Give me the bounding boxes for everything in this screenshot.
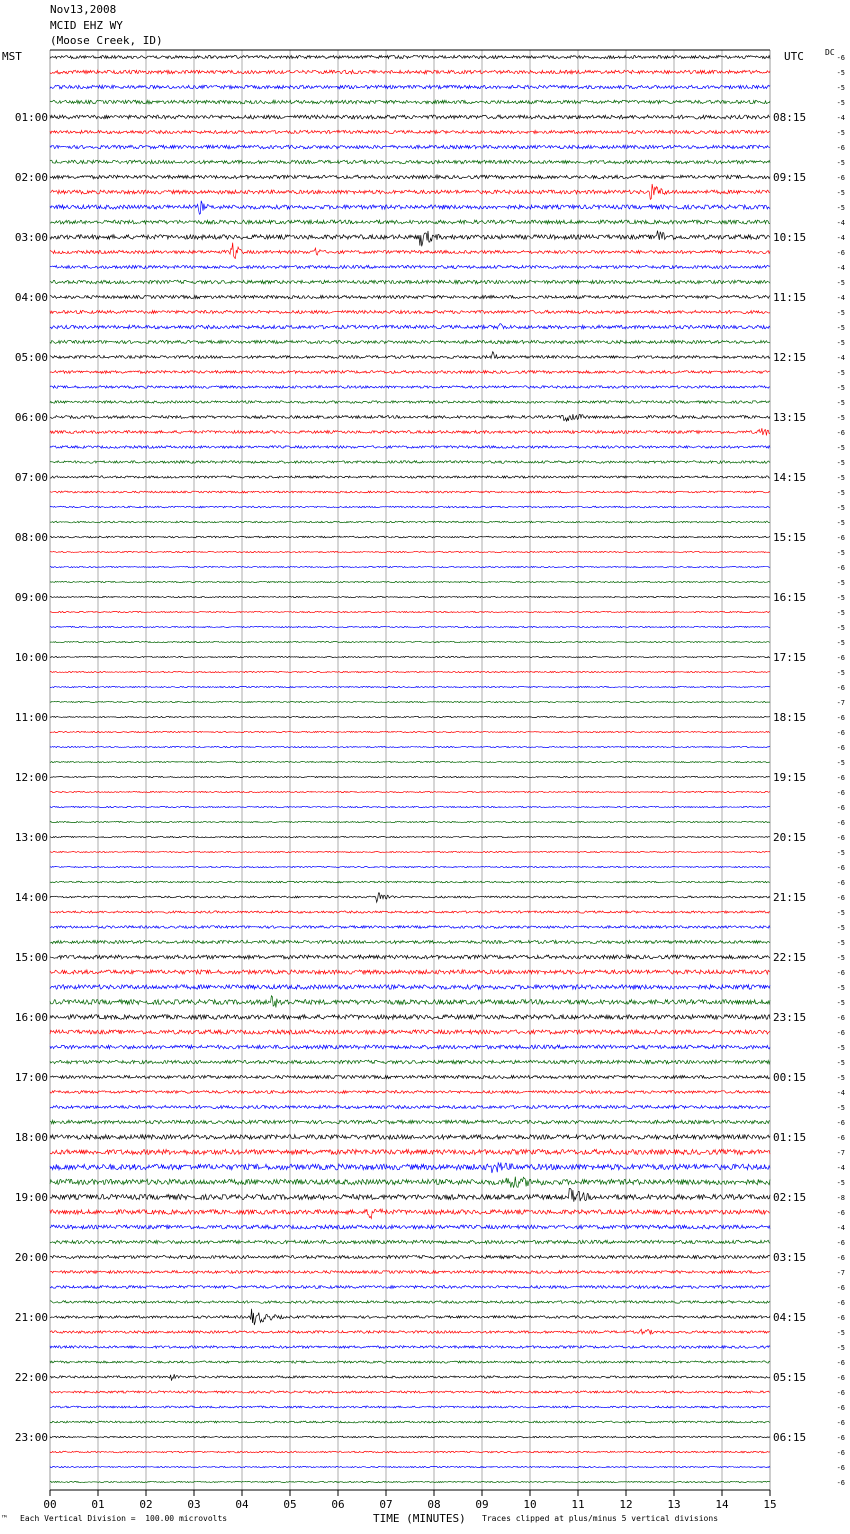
dc-offset-65: -6 [836, 1029, 845, 1037]
header-location: (Moose Creek, ID) [50, 34, 163, 47]
dc-offset-27: -5 [836, 459, 845, 467]
right-hour-label-9: 17:15 [773, 651, 807, 664]
dc-offset-66: -5 [836, 1044, 845, 1052]
left-hour-label-0: 01:00 [14, 111, 48, 124]
dc-offset-38: -5 [836, 624, 845, 632]
dc-offset-53: -5 [836, 849, 845, 857]
dc-offset-60: -5 [836, 954, 845, 962]
right-hour-label-2: 10:15 [773, 231, 807, 244]
dc-offset-87: -6 [836, 1359, 845, 1367]
dc-offset-89: -6 [836, 1389, 845, 1397]
dc-offset-48: -6 [836, 774, 845, 782]
dc-offset-56: -6 [836, 894, 845, 902]
trace-row-5 [50, 130, 770, 133]
dc-offset-59: -5 [836, 939, 845, 947]
trace-row-95 [50, 1481, 770, 1482]
dc-offset-79: -6 [836, 1239, 845, 1247]
left-hour-label-11: 12:00 [14, 771, 48, 784]
dc-offset-36: -5 [836, 594, 845, 602]
trace-row-11 [50, 220, 770, 224]
right-hour-label-15: 23:15 [773, 1011, 807, 1024]
trace-row-17 [50, 310, 770, 313]
dc-offset-22: -5 [836, 384, 845, 392]
trace-row-8 [50, 175, 770, 179]
trace-row-46 [50, 746, 770, 747]
left-hour-label-18: 19:00 [14, 1191, 48, 1204]
trace-row-61 [50, 970, 770, 974]
dc-offset-75: -5 [836, 1179, 845, 1187]
left-hour-label-16: 17:00 [14, 1071, 48, 1084]
dc-offset-44: -6 [836, 714, 845, 722]
trace-row-60 [50, 955, 770, 959]
trace-row-22 [50, 386, 770, 389]
dc-offset-25: -6 [836, 429, 845, 437]
dc-offset-77: -6 [836, 1209, 845, 1217]
trace-row-47 [50, 761, 770, 762]
trace-row-73 [50, 1149, 770, 1154]
right-hour-label-21: 05:15 [773, 1371, 807, 1384]
dc-offset-17: -5 [836, 309, 845, 317]
trace-row-4 [50, 115, 770, 119]
seismic-traces [50, 55, 770, 1482]
dc-offset-16: -4 [836, 294, 845, 302]
trace-row-44 [50, 716, 770, 717]
dc-offset-23: -5 [836, 399, 845, 407]
left-hour-label-6: 07:00 [14, 471, 48, 484]
trace-row-72 [50, 1135, 770, 1139]
trace-row-63 [50, 996, 770, 1008]
trace-row-15 [50, 280, 770, 284]
trace-row-39 [50, 641, 770, 642]
trace-row-67 [50, 1060, 770, 1064]
trace-row-40 [50, 656, 770, 657]
trace-row-34 [50, 566, 770, 567]
trace-row-36 [50, 596, 770, 597]
left-hour-label-17: 18:00 [14, 1131, 48, 1144]
right-hour-label-8: 16:15 [773, 591, 807, 604]
right-hour-label-6: 14:15 [773, 471, 807, 484]
trace-row-30 [50, 506, 770, 508]
trace-row-69 [50, 1091, 770, 1094]
trace-row-62 [50, 985, 770, 989]
dc-offset-28: -5 [836, 474, 845, 482]
dc-offset-74: -4 [836, 1164, 845, 1172]
dc-offset-68: -5 [836, 1074, 845, 1082]
x-tick-label-10: 10 [523, 1498, 537, 1511]
dc-offset-58: -5 [836, 924, 845, 932]
trace-row-26 [50, 446, 770, 449]
dc-offset-24: -5 [836, 414, 845, 422]
left-hour-label-14: 15:00 [14, 951, 48, 964]
x-tick-label-13: 13 [667, 1498, 681, 1511]
dc-offset-12: -4 [836, 234, 845, 242]
x-tick-label-07: 07 [379, 1498, 393, 1511]
trace-row-85 [50, 1329, 770, 1334]
dc-offset-92: -6 [836, 1434, 845, 1442]
x-tick-label-12: 12 [619, 1498, 633, 1511]
left-hour-label-2: 03:00 [14, 231, 48, 244]
trace-row-24 [50, 414, 770, 421]
trace-row-48 [50, 776, 770, 777]
dc-offset-81: -7 [836, 1269, 845, 1277]
trace-row-28 [50, 476, 770, 478]
right-hour-label-17: 01:15 [773, 1131, 807, 1144]
trace-row-55 [50, 881, 770, 883]
right-timezone-label: UTC [784, 50, 804, 63]
dc-offset-8: -6 [836, 174, 845, 182]
right-hour-label-19: 03:15 [773, 1251, 807, 1264]
trace-row-78 [50, 1225, 770, 1229]
trace-row-94 [50, 1466, 770, 1467]
trace-row-19 [50, 340, 770, 343]
trace-row-57 [50, 911, 770, 913]
x-tick-label-01: 01 [91, 1498, 105, 1511]
footer-mark: ™ [2, 1514, 7, 1523]
dc-offset-62: -5 [836, 984, 845, 992]
dc-offset-39: -5 [836, 639, 845, 647]
dc-offset-71: -6 [836, 1119, 845, 1127]
left-hour-label-9: 10:00 [14, 651, 48, 664]
dc-offset-80: -6 [836, 1254, 845, 1262]
x-tick-label-11: 11 [571, 1498, 585, 1511]
dc-offset-47: -5 [836, 759, 845, 767]
dc-label: DC [825, 48, 835, 57]
dc-offset-67: -5 [836, 1059, 845, 1067]
trace-row-83 [50, 1301, 770, 1304]
trace-row-1 [50, 70, 770, 74]
trace-row-49 [50, 791, 770, 792]
right-hour-label-11: 19:15 [773, 771, 807, 784]
left-hour-label-22: 23:00 [14, 1431, 48, 1444]
trace-row-79 [50, 1240, 770, 1244]
trace-row-33 [50, 551, 770, 552]
trace-row-68 [50, 1075, 770, 1078]
trace-row-76 [50, 1189, 770, 1202]
trace-row-81 [50, 1271, 770, 1274]
dc-offset-2: -5 [836, 84, 845, 92]
dc-offset-6: -6 [836, 144, 845, 152]
trace-row-80 [50, 1255, 770, 1258]
scale-note: Each Vertical Division = 100.00 microvolts [20, 1514, 228, 1523]
left-hour-label-13: 14:00 [14, 891, 48, 904]
trace-row-23 [50, 401, 770, 404]
dc-offset-29: -5 [836, 489, 845, 497]
trace-row-45 [50, 731, 770, 732]
dc-offset-91: -6 [836, 1419, 845, 1427]
trace-row-54 [50, 866, 770, 867]
left-hour-label-5: 06:00 [14, 411, 48, 424]
trace-row-20 [50, 352, 770, 359]
dc-offset-13: -6 [836, 249, 845, 257]
trace-row-7 [50, 160, 770, 164]
dc-offset-42: -6 [836, 684, 845, 692]
x-tick-label-03: 03 [187, 1498, 201, 1511]
right-hour-label-1: 09:15 [773, 171, 807, 184]
trace-row-92 [50, 1436, 770, 1438]
trace-row-37 [50, 611, 770, 612]
trace-row-0 [50, 55, 770, 58]
dc-offset-46: -6 [836, 744, 845, 752]
trace-row-27 [50, 461, 770, 464]
dc-offset-45: -6 [836, 729, 845, 737]
trace-row-32 [50, 536, 770, 538]
x-tick-label-15: 15 [763, 1498, 777, 1511]
dc-offset-0: -6 [836, 54, 845, 62]
right-hour-label-16: 00:15 [773, 1071, 807, 1084]
dc-offset-32: -6 [836, 534, 845, 542]
dc-offset-15: -5 [836, 279, 845, 287]
x-tick-label-04: 04 [235, 1498, 249, 1511]
trace-row-42 [50, 686, 770, 687]
trace-row-91 [50, 1421, 770, 1423]
trace-row-9 [50, 184, 770, 199]
trace-row-89 [50, 1391, 770, 1393]
x-tick-label-08: 08 [427, 1498, 441, 1511]
trace-row-93 [50, 1451, 770, 1453]
x-tick-label-02: 02 [139, 1498, 153, 1511]
trace-row-12 [50, 231, 770, 247]
dc-offset-90: -6 [836, 1404, 845, 1412]
trace-row-75 [50, 1177, 770, 1188]
trace-row-90 [50, 1406, 770, 1408]
left-hour-label-10: 11:00 [14, 711, 48, 724]
right-hour-label-0: 08:15 [773, 111, 807, 124]
dc-offset-57: -5 [836, 909, 845, 917]
dc-offset-19: -5 [836, 339, 845, 347]
x-tick-label-05: 05 [283, 1498, 297, 1511]
right-hour-label-10: 18:15 [773, 711, 807, 724]
trace-row-6 [50, 145, 770, 149]
left-hour-label-4: 05:00 [14, 351, 48, 364]
trace-row-87 [50, 1361, 770, 1363]
dc-offset-40: -6 [836, 654, 845, 662]
trace-row-82 [50, 1286, 770, 1289]
dc-offset-55: -6 [836, 879, 845, 887]
left-hour-label-3: 04:00 [14, 291, 48, 304]
dc-offset-7: -5 [836, 159, 845, 167]
dc-offset-5: -5 [836, 129, 845, 137]
left-hour-label-21: 22:00 [14, 1371, 48, 1384]
clip-note: Traces clipped at plus/minus 5 vertical divisions [482, 1514, 719, 1523]
dc-offset-37: -5 [836, 609, 845, 617]
dc-offset-20: -4 [836, 354, 845, 362]
dc-offset-84: -6 [836, 1314, 845, 1322]
dc-offset-64: -6 [836, 1014, 845, 1022]
left-hour-label-12: 13:00 [14, 831, 48, 844]
trace-row-74 [50, 1163, 770, 1174]
right-hour-label-5: 13:15 [773, 411, 807, 424]
left-timezone-label: MST [2, 50, 22, 63]
dc-offset-61: -6 [836, 969, 845, 977]
dc-offset-14: -4 [836, 264, 845, 272]
trace-row-35 [50, 581, 770, 582]
right-hour-label-22: 06:15 [773, 1431, 807, 1444]
trace-row-43 [50, 701, 770, 702]
dc-offset-49: -6 [836, 789, 845, 797]
x-tick-label-06: 06 [331, 1498, 345, 1511]
right-hour-label-18: 02:15 [773, 1191, 807, 1204]
trace-row-13 [50, 243, 770, 259]
trace-row-38 [50, 626, 770, 627]
header-station: MCID EHZ WY [50, 19, 123, 32]
right-hour-label-14: 22:15 [773, 951, 807, 964]
trace-row-56 [50, 893, 770, 902]
trace-row-59 [50, 940, 770, 943]
trace-row-31 [50, 521, 770, 523]
x-tick-label-14: 14 [715, 1498, 729, 1511]
dc-offset-21: -5 [836, 369, 845, 377]
left-hour-label-15: 16:00 [14, 1011, 48, 1024]
trace-row-16 [50, 295, 770, 298]
dc-offset-43: -7 [836, 699, 845, 707]
trace-row-66 [50, 1045, 770, 1049]
left-hour-label-8: 09:00 [14, 591, 48, 604]
right-hour-label-7: 15:15 [773, 531, 807, 544]
trace-row-25 [50, 428, 770, 435]
right-hour-label-13: 21:15 [773, 891, 807, 904]
right-hour-label-20: 04:15 [773, 1311, 807, 1324]
dc-offset-63: -5 [836, 999, 845, 1007]
trace-row-86 [50, 1346, 770, 1349]
trace-row-65 [50, 1030, 770, 1034]
trace-row-10 [50, 201, 770, 214]
dc-offset-11: -4 [836, 219, 845, 227]
x-tick-label-00: 00 [43, 1498, 57, 1511]
dc-offset-10: -5 [836, 204, 845, 212]
dc-offset-9: -5 [836, 189, 845, 197]
trace-row-50 [50, 806, 770, 807]
left-hour-label-7: 08:00 [14, 531, 48, 544]
dc-offset-51: -6 [836, 819, 845, 827]
trace-row-52 [50, 836, 770, 837]
trace-row-14 [50, 265, 770, 268]
trace-row-29 [50, 491, 770, 493]
trace-row-2 [50, 85, 770, 89]
trace-row-41 [50, 671, 770, 672]
x-tick-label-09: 09 [475, 1498, 489, 1511]
dc-offset-41: -5 [836, 669, 845, 677]
dc-offset-85: -5 [836, 1329, 845, 1337]
trace-row-51 [50, 821, 770, 822]
trace-row-58 [50, 926, 770, 929]
dc-offset-76: -8 [836, 1194, 845, 1202]
dc-offset-95: -6 [836, 1479, 845, 1487]
dc-offset-93: -6 [836, 1449, 845, 1457]
dc-offset-72: -6 [836, 1134, 845, 1142]
left-hour-label-1: 02:00 [14, 171, 48, 184]
dc-offset-3: -5 [836, 99, 845, 107]
dc-offset-82: -6 [836, 1284, 845, 1292]
right-hour-label-3: 11:15 [773, 291, 807, 304]
dc-offset-35: -5 [836, 579, 845, 587]
trace-row-3 [50, 100, 770, 104]
dc-offset-88: -6 [836, 1374, 845, 1382]
dc-offset-31: -5 [836, 519, 845, 527]
dc-offset-69: -4 [836, 1089, 845, 1097]
right-hour-label-4: 12:15 [773, 351, 807, 364]
left-hour-label-19: 20:00 [14, 1251, 48, 1264]
trace-row-71 [50, 1120, 770, 1124]
axis-labels [15, 54, 845, 1511]
right-hour-label-12: 20:15 [773, 831, 807, 844]
trace-row-21 [50, 371, 770, 374]
dc-offset-86: -5 [836, 1344, 845, 1352]
trace-row-64 [50, 1015, 770, 1019]
x-axis-title: TIME (MINUTES) [373, 1512, 466, 1525]
trace-row-84 [50, 1309, 770, 1325]
dc-offset-1: -5 [836, 69, 845, 77]
header-date: Nov13,2008 [50, 3, 117, 16]
left-hour-label-20: 21:00 [14, 1311, 48, 1324]
dc-offset-18: -5 [836, 324, 845, 332]
dc-offset-73: -7 [836, 1149, 845, 1157]
dc-offset-26: -5 [836, 444, 845, 452]
dc-offset-83: -6 [836, 1299, 845, 1307]
dc-offset-52: -6 [836, 834, 845, 842]
dc-offset-70: -5 [836, 1104, 845, 1112]
trace-row-70 [50, 1105, 770, 1108]
dc-offset-94: -6 [836, 1464, 845, 1472]
dc-offset-54: -6 [836, 864, 845, 872]
dc-offset-33: -5 [836, 549, 845, 557]
trace-row-77 [50, 1209, 770, 1218]
trace-row-18 [50, 324, 770, 329]
dc-offset-78: -4 [836, 1224, 845, 1232]
dc-offset-4: -4 [836, 114, 845, 122]
dc-offset-50: -6 [836, 804, 845, 812]
trace-row-53 [50, 851, 770, 852]
trace-row-88 [50, 1374, 770, 1381]
dc-offset-30: -5 [836, 504, 845, 512]
dc-offset-34: -6 [836, 564, 845, 572]
